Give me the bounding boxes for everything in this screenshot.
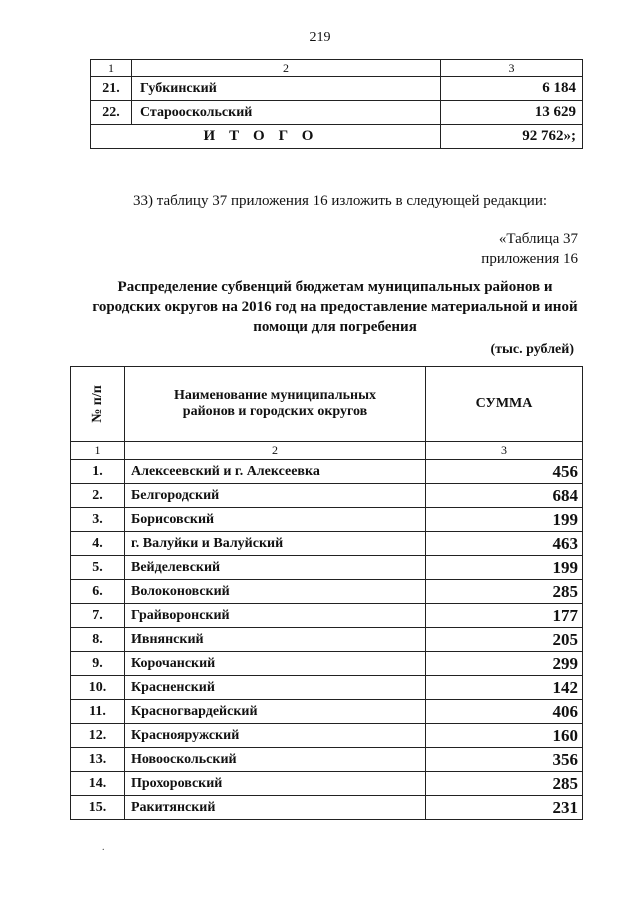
table-row	[71, 484, 583, 508]
table-row	[71, 628, 583, 652]
total-row	[91, 125, 583, 149]
table-reference-line: приложения 16	[481, 251, 578, 267]
row-number: 10.	[71, 676, 125, 700]
table-row	[71, 604, 583, 628]
amount: 199	[426, 556, 583, 580]
amount: 205	[426, 628, 583, 652]
row-number: 12.	[71, 724, 125, 748]
stray-mark: .	[102, 842, 105, 853]
header-name-line: Наименование муниципальных	[173, 388, 377, 403]
table-reference	[481, 229, 578, 269]
column-number-2: 2	[132, 60, 441, 77]
amount: 285	[426, 772, 583, 796]
district-name: г. Валуйки и Валуйский	[125, 532, 426, 556]
table-row	[71, 460, 583, 484]
amendment-text: 33) таблицу 37 приложения 16 изложить в следующей редакции:	[133, 193, 548, 209]
amount: 299	[426, 652, 583, 676]
district-name: Алексеевский и г. Алексеевка	[125, 460, 426, 484]
total-label: ИТОГО	[91, 125, 441, 149]
district-name: Грайворонский	[125, 604, 426, 628]
table-row	[71, 508, 583, 532]
amount: 231	[426, 796, 583, 820]
row-number: 21.	[91, 77, 132, 101]
row-number: 5.	[71, 556, 125, 580]
header-sum: СУММА	[426, 367, 583, 442]
column-number-1: 1	[71, 442, 125, 460]
column-number-1: 1	[91, 60, 132, 77]
header-number	[71, 367, 125, 442]
row-number: 15.	[71, 796, 125, 820]
amount: 456	[426, 460, 583, 484]
table-row	[71, 556, 583, 580]
table-row	[71, 652, 583, 676]
column-number-3: 3	[426, 442, 583, 460]
district-name: Вейделевский	[125, 556, 426, 580]
district-name: Новооскольский	[125, 748, 426, 772]
table-body	[71, 460, 583, 820]
table-row	[91, 101, 583, 125]
row-number: 3.	[71, 508, 125, 532]
row-number: 7.	[71, 604, 125, 628]
page-number: 219	[309, 30, 331, 45]
table-row	[71, 580, 583, 604]
amount: 356	[426, 748, 583, 772]
continuation-table	[90, 59, 583, 149]
district-name: Краснояружский	[125, 724, 426, 748]
table-header-row	[71, 367, 583, 442]
district-name: Белгородский	[125, 484, 426, 508]
header-name-line: районов и городских округов	[182, 404, 368, 419]
district-name: Губкинский	[132, 77, 441, 101]
amount: 160	[426, 724, 583, 748]
table-row	[71, 772, 583, 796]
district-name: Борисовский	[125, 508, 426, 532]
table-row	[91, 77, 583, 101]
header-number-label: № п/п	[89, 385, 105, 423]
district-name: Красногвардейский	[125, 700, 426, 724]
row-number: 1.	[71, 460, 125, 484]
continuation-header-row	[91, 60, 583, 77]
table-row	[71, 676, 583, 700]
amount: 142	[426, 676, 583, 700]
district-name: Корочанский	[125, 652, 426, 676]
amount: 177	[426, 604, 583, 628]
row-number: 11.	[71, 700, 125, 724]
document-title	[70, 277, 600, 337]
row-number: 14.	[71, 772, 125, 796]
subvention-table	[70, 366, 583, 820]
amount: 199	[426, 508, 583, 532]
title-line: помощи для погребения	[253, 319, 417, 335]
title-line: городских округов на 2016 год на предоставление материальной и иной	[92, 299, 578, 315]
column-number-2: 2	[125, 442, 426, 460]
column-number-3: 3	[441, 60, 583, 77]
row-number: 6.	[71, 580, 125, 604]
district-name: Ивнянский	[125, 628, 426, 652]
row-number: 9.	[71, 652, 125, 676]
row-number: 2.	[71, 484, 125, 508]
row-number: 8.	[71, 628, 125, 652]
amount: 6 184	[441, 77, 583, 101]
amount: 684	[426, 484, 583, 508]
district-name: Старооскольский	[132, 101, 441, 125]
row-number: 4.	[71, 532, 125, 556]
district-name: Ракитянский	[125, 796, 426, 820]
column-numbers-row	[71, 442, 583, 460]
title-line: Распределение субвенций бюджетам муниципальных районов и	[117, 279, 553, 295]
units-label: (тыс. рублей)	[490, 342, 574, 357]
table-row	[71, 796, 583, 820]
table-reference-line: «Таблица 37	[498, 231, 578, 247]
amount: 406	[426, 700, 583, 724]
table-row	[71, 532, 583, 556]
table-row	[71, 700, 583, 724]
total-value: 92 762»;	[441, 125, 583, 149]
amount: 463	[426, 532, 583, 556]
row-number: 22.	[91, 101, 132, 125]
table-row	[71, 724, 583, 748]
district-name: Прохоровский	[125, 772, 426, 796]
district-name: Волоконовский	[125, 580, 426, 604]
amount: 285	[426, 580, 583, 604]
district-name: Красненский	[125, 676, 426, 700]
table-row	[71, 748, 583, 772]
amount: 13 629	[441, 101, 583, 125]
row-number: 13.	[71, 748, 125, 772]
header-name	[125, 367, 426, 442]
